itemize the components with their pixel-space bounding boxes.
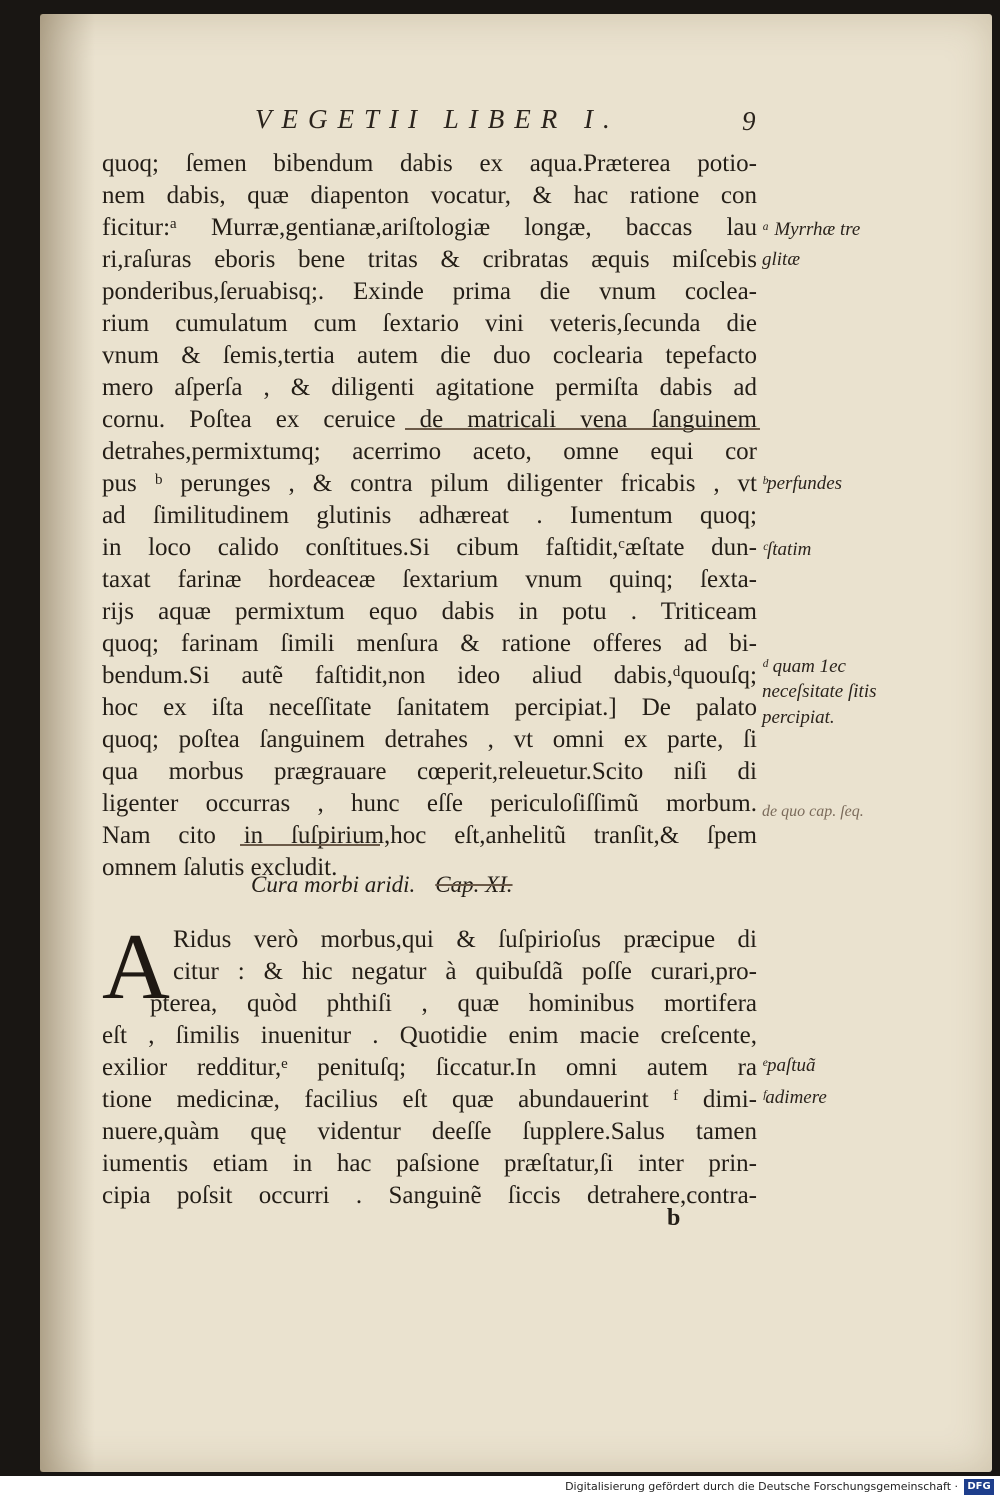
chapter-title: Cura morbi aridi. <box>251 872 416 897</box>
digitization-footer <box>0 1476 1000 1499</box>
body-line: rium cumulatum cum ſextario vini veteris,ſecunda die <box>102 310 757 337</box>
body-line: vnum & ſemis,tertia autem die duo coclearia tepefacto <box>102 342 757 369</box>
chapter-line: cipia poſsit occurri . Sanguinẽ ſiccis detrahere,contra- <box>102 1182 757 1209</box>
margin-note: glitæ <box>762 249 801 270</box>
handwritten-underline <box>405 428 760 430</box>
chapter-line: Ridus verò morbus,qui & ſuſpirioſus præcipue di <box>173 926 757 953</box>
chapter-line: eſt , ſimilis inuenitur . Quotidie enim macie creſcente, <box>102 1022 757 1049</box>
body-line: Nam cito in ſuſpirium,hoc eſt,anhelitũ tranſit,& ſpem <box>102 822 757 849</box>
chapter-line: iumentis etiam in hac paſsione præſtatur,ſi inter prin- <box>102 1150 757 1177</box>
margin-note: percipiat. <box>762 707 835 728</box>
dfg-logo-icon: DFG <box>964 1479 994 1495</box>
body-line: quoq; poſtea ſanguinem detrahes , vt omni ex parte, ſi <box>102 726 757 753</box>
chapter-number: Cap. XI. <box>435 872 513 897</box>
margin-note: neceſsitate ſitis <box>762 681 877 702</box>
body-line: nem dabis, quæ diapenton vocatur, & hac ratione con <box>102 182 757 209</box>
signature-mark: b <box>667 1205 681 1231</box>
chapter-line: pterea, quòd phthiſi , quæ hominibus mortifera <box>150 990 757 1017</box>
running-head: VEGETII LIBER I. <box>255 104 620 134</box>
chapter-line: citur : & hic negatur à quibuſdã poſſe curari,pro- <box>173 958 757 985</box>
body-line: hoc ex iſta neceſſitate ſanitatem percipiat.] De palato <box>102 694 757 721</box>
body-line: rijs aquæ permixtum equo dabis in potu . Triticeam <box>102 598 757 625</box>
handwritten-margin-note: de quo cap. ſeq. <box>762 803 864 820</box>
margin-note: ᵃ Myrrhæ tre <box>762 219 861 240</box>
body-line: bendum.Si autẽ faſtidit,non ideo aliud dabis,ᵈquouſq; <box>102 662 757 689</box>
body-line: in loco calido conſtitues.Si cibum faſtidit,ᶜæſtate dun- <box>102 534 757 561</box>
body-line: ri,raſuras eboris bene tritas & cribratas æquis miſcebis <box>102 246 757 273</box>
page-number: 9 <box>742 106 756 136</box>
margin-note: ᶜſtatim <box>762 539 812 560</box>
body-line: mero aſperſa , & diligenti agitatione permiſta dabis ad <box>102 374 757 401</box>
body-line: pus ᵇ perunges , & contra pilum diligenter fricabis , vt <box>102 470 757 497</box>
body-line: omnem ſalutis excludit. <box>102 854 338 881</box>
margin-note: ᵈ quam 1ec <box>762 656 846 677</box>
body-line: ponderibus,ſeruabisq;. Exinde prima die vnum coclea- <box>102 278 757 305</box>
body-line: qua morbus prægrauare cœperit,releuetur.Scito niſi di <box>102 758 757 785</box>
margin-note: ᶠadimere <box>762 1087 827 1108</box>
body-line: quoq; farinam ſimili menſura & ratione offeres ad bi- <box>102 630 757 657</box>
chapter-line: tione medicinæ, facilius eſt quæ abundauerint ᶠ dimi- <box>102 1086 757 1113</box>
body-line: cornu. Poſtea ex ceruice de matricali vena ſanguinem <box>102 406 757 433</box>
chapter-heading <box>251 872 513 898</box>
body-line: ficitur:ᵃ Murræ,gentianæ,ariſtologiæ longæ, baccas lau <box>102 214 757 241</box>
body-line: detrahes,permixtumq; acerrimo aceto, omne equi cor <box>102 438 757 465</box>
chapter-line: nuere,quàm quę videntur deeſſe ſupplere.Salus tamen <box>102 1118 757 1145</box>
margin-note: ᵉpaſtuã <box>762 1055 816 1076</box>
margin-note: ᵇperfundes <box>762 473 843 494</box>
page-gutter-shadow <box>40 14 95 1472</box>
footer-credit: Digitalisierung gefördert durch die Deutsche Forschungsgemeinschaft · <box>565 1480 958 1493</box>
body-line: quoq; ſemen bibendum dabis ex aqua.Præterea potio- <box>102 150 757 177</box>
body-line: ad ſimilitudinem glutinis adhæreat . Iumentum quoq; <box>102 502 757 529</box>
handwritten-underline <box>240 844 380 846</box>
drop-cap: A <box>102 915 170 1019</box>
body-line: ligenter occurras , hunc eſſe periculoſiſſimũ morbum. <box>102 790 757 817</box>
chapter-line: exilior redditur,ᵉ penituſq; ſiccatur.In omni autem ra <box>102 1054 757 1081</box>
body-line: taxat farinæ hordeaceæ ſextarium vnum quinq; ſextа- <box>102 566 757 593</box>
